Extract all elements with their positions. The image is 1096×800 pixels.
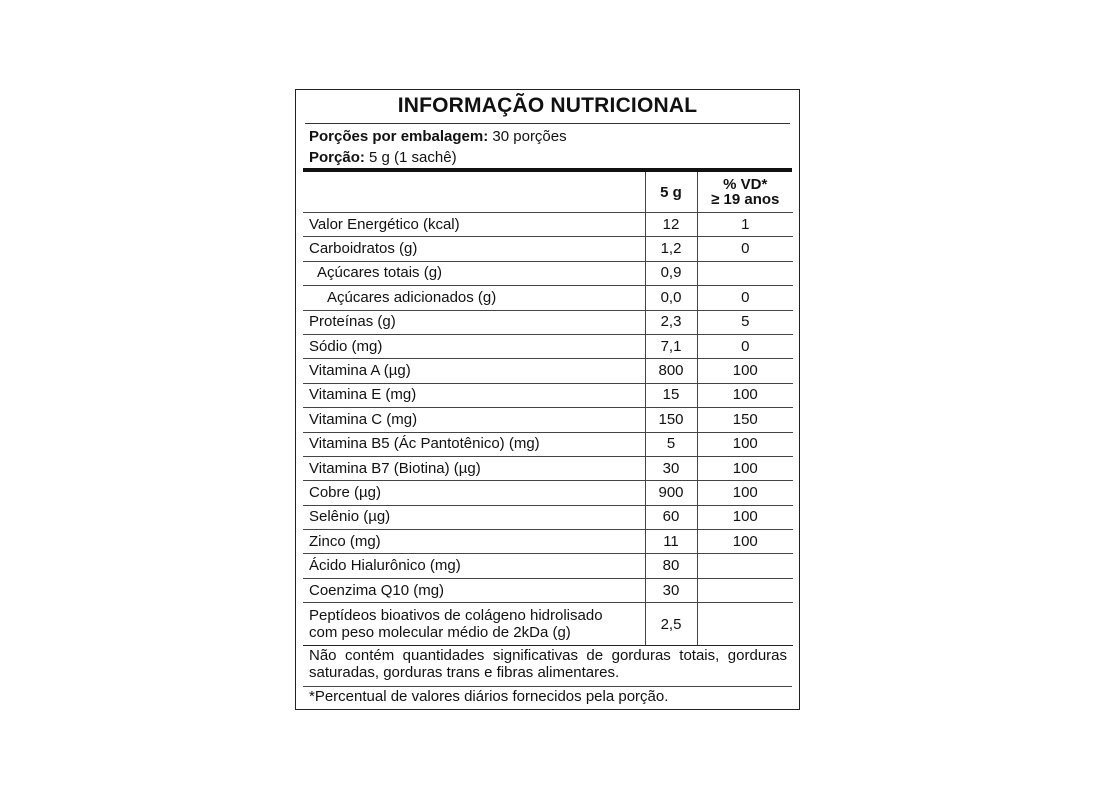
- nutrient-amount: 80: [645, 554, 697, 578]
- nutrient-name: Açúcares adicionados (g): [303, 286, 645, 310]
- footnote: *Percentual de valores diários fornecidos pela porção.: [309, 688, 669, 705]
- nutrient-amount: 900: [645, 481, 697, 505]
- nutrient-dv: 1: [697, 213, 793, 237]
- nutrient-name-line2: com peso molecular médio de 2kDa (g): [309, 624, 571, 642]
- table-row: [303, 456, 793, 480]
- nutrient-amount: 15: [645, 383, 697, 407]
- table-row: [303, 505, 793, 529]
- servings-per-package: [309, 126, 567, 147]
- nutrient-dv: 100: [697, 481, 793, 505]
- nutrient-dv: 100: [697, 432, 793, 456]
- table-row: [303, 603, 793, 646]
- nutrient-amount: 0,0: [645, 286, 697, 310]
- serving-size-label: Porção:: [309, 149, 365, 166]
- nutrient-dv: 100: [697, 383, 793, 407]
- nutrient-name: Vitamina B5 (Ác Pantotênico) (mg): [303, 432, 645, 456]
- table-row: [303, 237, 793, 261]
- nutrient-amount: 30: [645, 456, 697, 480]
- serving-size: [309, 147, 567, 168]
- table-row: [303, 213, 793, 237]
- nutrient-dv: 100: [697, 505, 793, 529]
- nutrient-dv: 150: [697, 408, 793, 432]
- servings-per-package-value: 30 porções: [488, 128, 567, 145]
- nutrient-amount: 150: [645, 408, 697, 432]
- servings-per-package-label: Porções por embalagem:: [309, 128, 489, 145]
- nutrient-amount: 5: [645, 432, 697, 456]
- header-dv-line2: ≥ 19 anos: [711, 191, 780, 208]
- nutrient-name: Vitamina E (mg): [303, 383, 645, 407]
- table-row: [303, 578, 793, 602]
- nutrient-dv: [697, 603, 793, 646]
- nutrient-amount: 1,2: [645, 237, 697, 261]
- nutrient-amount: 800: [645, 359, 697, 383]
- nutrient-dv: 100: [697, 530, 793, 554]
- table-row: [303, 432, 793, 456]
- nutrient-name: Vitamina B7 (Biotina) (µg): [303, 456, 645, 480]
- table-row: [303, 310, 793, 334]
- nutrient-amount: 2,5: [645, 603, 697, 646]
- nutrient-name: Coenzima Q10 (mg): [303, 578, 645, 602]
- serving-size-value: 5 g (1 sachê): [364, 149, 457, 166]
- nutrient-name: Vitamina C (mg): [303, 408, 645, 432]
- label-title: INFORMAÇÃO NUTRICIONAL: [397, 94, 698, 117]
- nutrient-name: Vitamina A (µg): [303, 359, 645, 383]
- nutrient-name: Zinco (mg): [303, 530, 645, 554]
- header-dv-line1: % VD*: [723, 176, 768, 193]
- table-row: [303, 554, 793, 578]
- footnote-divider: [303, 686, 792, 687]
- nutrient-name: Valor Energético (kcal): [303, 213, 645, 237]
- table-row: [303, 383, 793, 407]
- title-divider: [305, 123, 790, 124]
- nutrient-dv: [697, 261, 793, 285]
- table-row: [303, 261, 793, 285]
- nutrient-dv: 100: [697, 456, 793, 480]
- not-significant-note: Não contém quantidades significativas de gorduras totais, gorduras saturadas, gorduras trans e fibras alimentares.: [309, 647, 787, 681]
- nutrition-table: [303, 172, 793, 646]
- table-header-row: [303, 172, 793, 213]
- nutrient-dv: [697, 578, 793, 602]
- nutrient-amount: 12: [645, 213, 697, 237]
- nutrient-name: Sódio (mg): [303, 334, 645, 358]
- table-row: [303, 408, 793, 432]
- nutrient-name: Carboidratos (g): [303, 237, 645, 261]
- header-daily-value: [697, 172, 793, 213]
- nutrient-dv: 100: [697, 359, 793, 383]
- nutrient-amount: 30: [645, 578, 697, 602]
- nutrient-amount: 60: [645, 505, 697, 529]
- nutrition-facts-label: [295, 89, 800, 710]
- table-row: [303, 286, 793, 310]
- nutrient-dv: 5: [697, 310, 793, 334]
- nutrient-amount: 2,3: [645, 310, 697, 334]
- nutrient-name: Proteínas (g): [303, 310, 645, 334]
- nutrient-name: [303, 603, 645, 646]
- servings-info: [309, 126, 567, 168]
- header-nutrient: [303, 172, 645, 213]
- nutrient-name-line1: Peptídeos bioativos de colágeno hidrolisado: [309, 607, 603, 625]
- table-row: [303, 530, 793, 554]
- nutrient-name: Açúcares totais (g): [303, 261, 645, 285]
- table-row: [303, 334, 793, 358]
- nutrient-dv: [697, 554, 793, 578]
- table-row: [303, 359, 793, 383]
- nutrient-amount: 0,9: [645, 261, 697, 285]
- nutrient-name: Ácido Hialurônico (mg): [303, 554, 645, 578]
- nutrient-dv: 0: [697, 334, 793, 358]
- nutrient-amount: 11: [645, 530, 697, 554]
- nutrient-dv: 0: [697, 286, 793, 310]
- nutrient-amount: 7,1: [645, 334, 697, 358]
- header-amount: 5 g: [645, 172, 697, 213]
- table-row: [303, 481, 793, 505]
- nutrient-name: Cobre (µg): [303, 481, 645, 505]
- nutrient-name: Selênio (µg): [303, 505, 645, 529]
- nutrient-dv: 0: [697, 237, 793, 261]
